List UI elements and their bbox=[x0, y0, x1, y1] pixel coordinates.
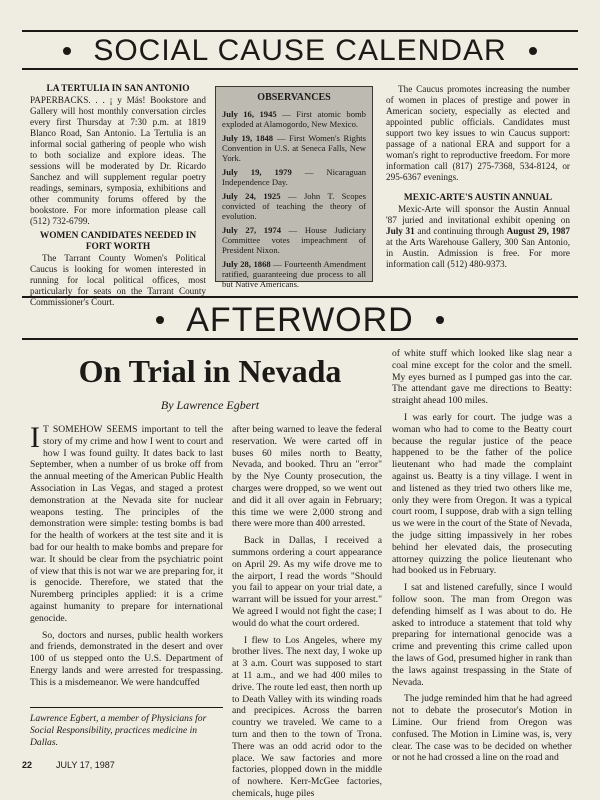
article-paragraph: I flew to Los Angeles, where my brother lives. The next day, I woke up at 3 a.m. Court was supposed to start at 11 a.m., and we had 400 miles to drive. The route led east, then north up to Death Valley with its winding roads and precipices. Across the barren country we traveled. We came to a turn and then to the town of Trona. There was an odd acrid odor to the place. We saw factories and more factories, plopped down in the middle of nowhere. Kerr-McGee factories, chemicals, huge piles bbox=[232, 634, 382, 799]
observances-box bbox=[215, 86, 373, 289]
article-paragraph: So, doctors and nurses, public health workers and friends, demonstrated in the desert and over 100 of us stepped onto the U.S. Department of Energy lands and were arrested for trespassing. This is a misdemeanor. We were handcuffed bbox=[30, 629, 223, 688]
observance-date: July 27, 1974 bbox=[222, 225, 281, 235]
observance-item bbox=[222, 259, 366, 289]
observance-item bbox=[222, 191, 366, 221]
article-column-right bbox=[392, 348, 572, 764]
bullet-dot bbox=[63, 47, 71, 55]
article-paragraph: I sat and listened carefully, since I would follow soon. The man from Oregon was defending himself as I was about to do. He asked to introduce a statement that told why preparing for international genocide was a crime and preventing this crime called upon the laws of God, presumed higher in rank than the laws against trespassing in the State of Nevada. bbox=[392, 582, 572, 688]
observance-text: — Nicaraguan Independence Day. bbox=[222, 167, 366, 187]
observance-text: — House Judiciary Committee votes impeachment of President Nixon. bbox=[222, 225, 366, 255]
observance-text: — First Women's Rights Convention in U.S. at Seneca Falls, New York. bbox=[222, 133, 366, 163]
article-paragraph: of white stuff which looked like slag near a coal mine except for the color and the smell. My eyes burned as I pumped gas into the car. The attendant gave me directions to Beatty: straight ahead 100 miles. bbox=[392, 348, 572, 407]
observance-item bbox=[222, 167, 366, 187]
calendar-left-column bbox=[30, 84, 206, 308]
bullet-dot bbox=[436, 316, 444, 324]
bio-divider bbox=[30, 707, 223, 708]
la-tertulia-text: PAPERBACKS. . . ¡ y Más! Bookstore and Gallery will host monthly conversation circles every first Thursday at 7:30 p.m. at 1819 Blanco Road, San Antonio. La Tertulia is an informal social gathering of people who wish to both socialize and explore ideas. The sessions will be moderated by Dr. Ricardo Sanchez and will supplement regular poetry readings, seminars, symposia, exhibitions and other community forums offered by the bookstore. For more information please call (512) 732-6799. bbox=[30, 95, 206, 226]
mexic-arte-text bbox=[386, 204, 570, 270]
observance-text: — Fourteenth Amendment ratified, guaranteeing due process to all but Native Americans. bbox=[222, 259, 366, 289]
article-paragraph: I was early for court. The judge was a woman who had to come to the Beatty court because the regular justice of the peace happened to be the father of the police lieutenant who had made the complaint against us. Beatty is a tiny village. I went in and listened as they tried two others like me, only they were from Oregon. It was a typical court room, I suppose, drab with a sign telling us we were in the court of the State of Nevada, the judge sitting impassively in her robes behind her elevated dais, the prosecuting attorney quizzing the police lieutenant who had booked us in February. bbox=[392, 411, 572, 577]
observance-text: — First atomic bomb exploded at Alamogordo, New Mexico. bbox=[222, 109, 366, 129]
article-headline: On Trial in Nevada bbox=[78, 353, 342, 389]
observance-date: July 28, 1868 bbox=[222, 259, 271, 269]
article-paragraph: after being warned to leave the federal reservation. We were carted off in buses 60 miles north to Beatty, Nevada, and booked. Thru an "error" by the Nye County prosecution, the charges were dropped, so we went out and did it all over again in February; this time we were 2,000 strong and there were more than 400 arrested. bbox=[232, 424, 382, 530]
banner-title: AFTERWORD bbox=[186, 301, 414, 340]
mexic-arte-text-part: at the Arts Warehouse Gallery, 300 San Antonio, in Austin. Admission is free. For more information call (512) 480-9373. bbox=[386, 237, 570, 269]
observance-date: July 16, 1945 bbox=[222, 109, 277, 119]
observance-item bbox=[222, 109, 366, 129]
article-column-middle bbox=[232, 424, 382, 800]
observance-date: July 19, 1848 bbox=[222, 133, 274, 143]
mexic-arte-text-part: and continuing through bbox=[414, 226, 507, 236]
calendar-right-column bbox=[386, 84, 570, 270]
mexic-arte-date-end: August 29, 1987 bbox=[506, 226, 570, 236]
article-column-left bbox=[30, 421, 223, 689]
article-paragraph-text: T SOMEHOW SEEMS important to tell the story of my crime and how I went to court and how I was found guilty. It dates back to last September, when a number of us broke off from the annual meeting of the American Public Health Association in Las Vegas, and staged a protest demonstration at the Nevada site for nuclear weapons testing. The principles of the demonstration were simple: testing bombs is bad for the health of workers at the test site and it is bad for our health to make bombs and prepare for war. It should be clear from the psychiatric point of view that this is not war we are preparing for, it is genocide. Therefore, we stated that the Nuremberg principles applied: it is a crime against humanity to prepare for international genocide. bbox=[30, 424, 223, 624]
afterword-banner bbox=[22, 296, 578, 340]
la-tertulia-heading: LA TERTULIA IN SAN ANTONIO bbox=[46, 84, 190, 94]
women-candidates-heading: WOMEN CANDIDATES NEEDED IN FORT WORTH bbox=[39, 231, 197, 252]
observance-text: — John T. Scopes convicted of teaching the theory of evolution. bbox=[222, 191, 366, 221]
article-paragraph bbox=[30, 421, 223, 625]
bullet-dot bbox=[529, 47, 537, 55]
observance-item bbox=[222, 225, 366, 255]
mexic-arte-date-start: July 31 bbox=[386, 226, 415, 236]
mexic-arte-text-part: Mexic-Arte will sponsor the Austin Annual '87 juried and invitational exhibit opening on bbox=[386, 204, 570, 225]
mexic-arte-heading: MEXIC-ARTE'S AUSTIN ANNUAL bbox=[403, 193, 553, 203]
social-cause-calendar-banner bbox=[22, 30, 578, 70]
drop-cap: I bbox=[30, 421, 40, 454]
article-byline: By Lawrence Egbert bbox=[160, 398, 260, 412]
banner-title: SOCIAL CAUSE CALENDAR bbox=[93, 34, 507, 68]
observance-date: July 24, 1925 bbox=[222, 191, 281, 201]
observance-item bbox=[222, 133, 366, 163]
bullet-dot bbox=[156, 316, 164, 324]
observance-date: July 19, 1979 bbox=[222, 167, 292, 177]
article-paragraph: Back in Dallas, I received a summons ordering a court appearance on April 29. As my wife drove me to the airport, I read the words "Should you fail to appear on your trial date, a warrant will be issued for your arrest." We agreed I would not fight the case; I would do what the court ordered. bbox=[232, 535, 382, 629]
author-bio: Lawrence Egbert, a member of Physicians for Social Responsibility, practices medicine in Dallas. bbox=[30, 713, 207, 748]
page-number: 22 bbox=[22, 760, 33, 770]
caucus-text: The Caucus promotes increasing the number of women in places of prestige and power in American society, especially as elected and appointed public officials. Candidates must support two key issues to win Caucus support: passage of a national ERA and support for a woman's right to reproductive freedom. For more information call (817) 275-7368, 534-8124, or 295-6367 evenings. bbox=[386, 84, 570, 182]
page-footer bbox=[22, 760, 578, 774]
observances-title: OBSERVANCES bbox=[257, 92, 331, 103]
article-paragraph: The judge reminded him that he had agreed not to debate the prosecutor's Motion in Limine. Our friend from Oregon was confused. The Motion in Limine was, is, very clear. The case was to be decided on whether or not he had crossed a line on the road and bbox=[392, 693, 572, 764]
issue-date: JULY 17, 1987 bbox=[56, 760, 115, 770]
women-candidates-text: The Tarrant County Women's Political Caucus is looking for women interested in running for local political offices, most particularly for seats on the Tarrant County Commissioner's Court. bbox=[30, 253, 206, 307]
